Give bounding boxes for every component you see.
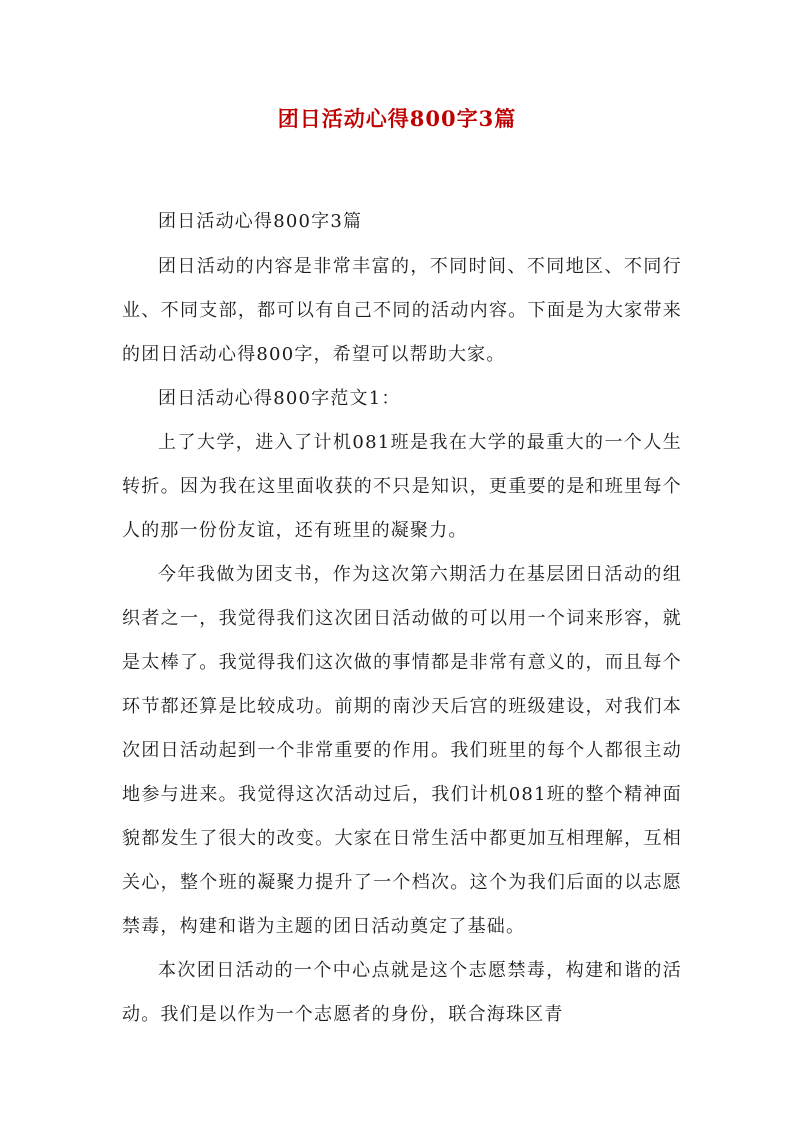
body-paragraph: 今年我做为团支书，作为这次第六期活力在基层团日活动的组织者之一，我觉得我们这次团日活动做的可以用一个词来形容，就是太棒了。我觉得我们这次做的事情都是非常有意义的，而且每个环节都还算是比较成功。前期的南沙天后宫的班级建设，对我们本次团日活动起到一个非常重要的作用。我们班里的每个人都很主动地参与进来。我觉得这次活动过后，我们计机081班的整个精神面貌都发生了很大的改变。大家在日常生活中都更加互相理解，互相关心，整个班的凝聚力提升了一个档次。这个为我们后面的以志愿禁毒，构建和谐为主题的团日活动奠定了基础。 [122, 564, 682, 937]
intro-paragraph: 团日活动的内容是非常丰富的，不同时间、不同地区、不同行业、不同支部，都可以有自己不同的活动内容。下面是为大家带来的团日活动心得800字，希望可以帮助大家。 [122, 256, 682, 365]
section-heading: 团日活动心得800字范文1： [158, 388, 401, 409]
body-paragraph: 上了大学，进入了计机081班是我在大学的最重大的一个人生转折。因为我在这里面收获的不只是知识，更重要的是和班里每个人的那一份份友谊，还有班里的凝聚力。 [122, 432, 682, 541]
subtitle-paragraph: 团日活动心得800字3篇 [158, 211, 363, 232]
body-paragraph: 本次团日活动的一个中心点就是这个志愿禁毒，构建和谐的活动。我们是以作为一个志愿者的身份，联合海珠区青 [122, 960, 682, 1025]
document-body [122, 200, 682, 1037]
document-title: 团日活动心得800字3篇 [277, 106, 517, 131]
